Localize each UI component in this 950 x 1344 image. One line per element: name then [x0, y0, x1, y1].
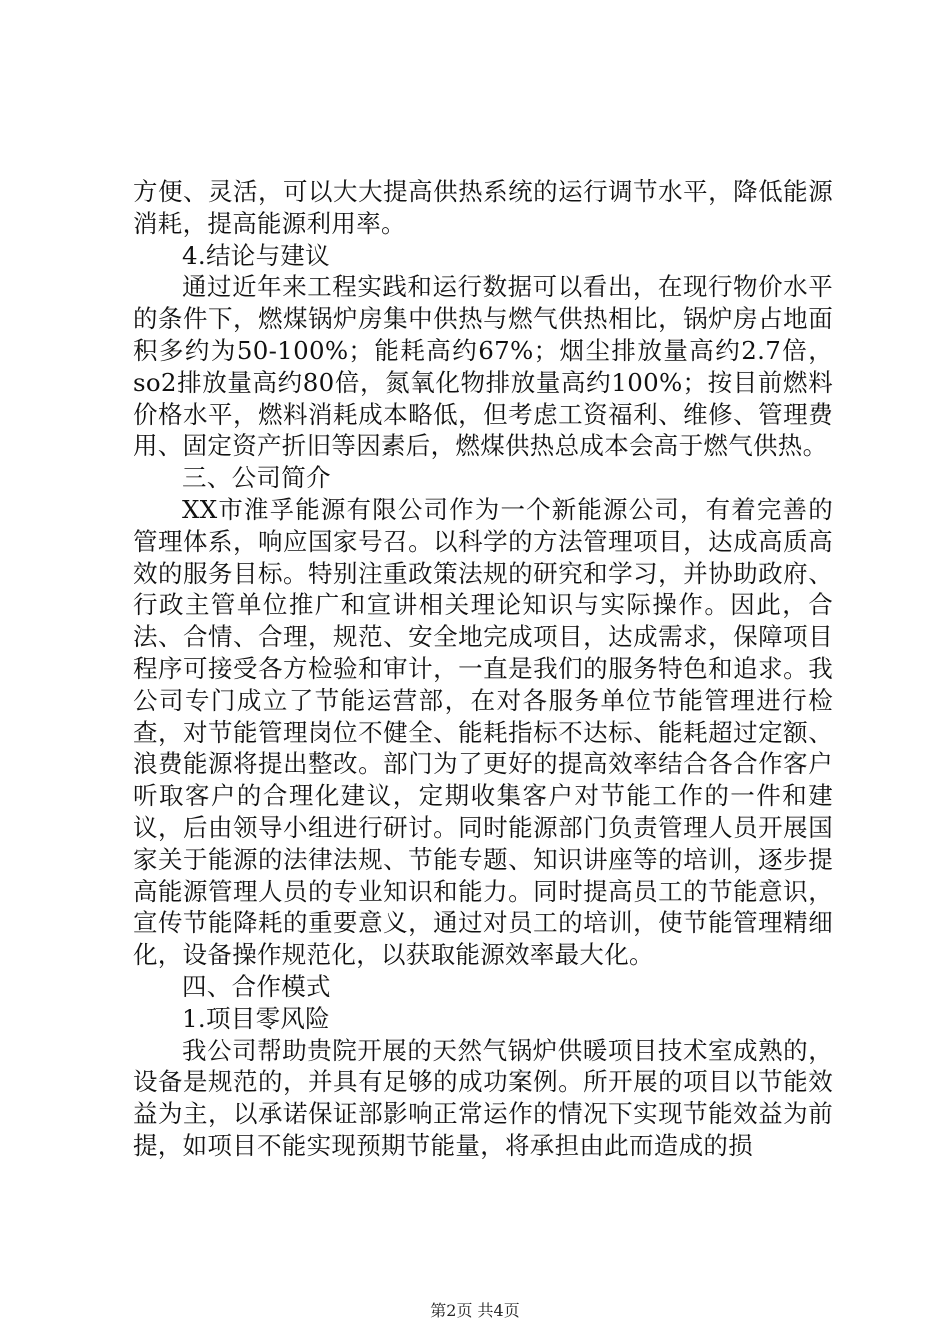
- section-heading-conclusion: 4.结论与建议: [182, 240, 330, 270]
- subsection-heading-zero-risk: 1.项目零风险: [182, 1003, 330, 1033]
- section-heading-cooperation: 四、合作模式: [182, 971, 331, 1001]
- section-heading-company-intro: 三、公司简介: [182, 463, 331, 493]
- page-number-footer: 第2页 共4页: [430, 1301, 520, 1320]
- paragraph-continuation: 方便、灵活，可以大大提高供热系统的运行调节水平，降低能源消耗，提高能源利用率。: [133, 177, 833, 238]
- paragraph-company-intro: XX市淮孚能源有限公司作为一个新能源公司，有着完善的管理体系，响应国家号召。以科学的方法管理项目，达成高质高效的服务目标。特别注重政策法规的研究和学习，并协助政府、行政主管单位推广和宣讲相关理论知识与实际操作。因此，合法、合情、合理，规范、安全地完成项目，达成需求，保障项目程序可接受各方检验和审计，一直是我们的服务特色和追求。我公司专门成立了节能运营部，在对各服务单位节能管理进行检查，对节能管理岗位不健全、能耗指标不达标、能耗超过定额、浪费能源将提出整改。部门为了更好的提高效率结合各合作客户听取客户的合理化建议，定期收集客户对节能工作的一件和建议，后由领导小组进行研讨。同时能源部门负责管理人员开展国家关于能源的法律法规、节能专题、知识讲座等的培训，逐步提高能源管理人员的专业知识和能力。同时提高员工的节能意识，宣传节能降耗的重要意义，通过对员工的培训，使节能管理精细化，设备操作规范化，以获取能源效率最大化。: [133, 494, 833, 970]
- paragraph-zero-risk: 我公司帮助贵院开展的天然气锅炉供暖项目技术室成熟的，设备是规范的，并具有足够的成功案例。所开展的项目以节能效益为主，以承诺保证部影响正常运作的情况下实现节能效益为前提，如项目不能实现预期节能量，将承担由此而造成的损: [133, 1035, 833, 1160]
- document-body: [133, 176, 833, 1162]
- paragraph-conclusion: 通过近年来工程实践和运行数据可以看出，在现行物价水平的条件下，燃煤锅炉房集中供热与燃气供热相比，锅炉房占地面积多约为50-100%；能耗高约67%；烟尘排放量高约2.7倍，so2排放量高约80倍，氮氧化物排放量高约100%；按目前燃料价格水平，燃料消耗成本略低，但考虑工资福利、维修、管理费用、固定资产折旧等因素后，燃煤供热总成本会高于燃气供热。: [133, 272, 833, 461]
